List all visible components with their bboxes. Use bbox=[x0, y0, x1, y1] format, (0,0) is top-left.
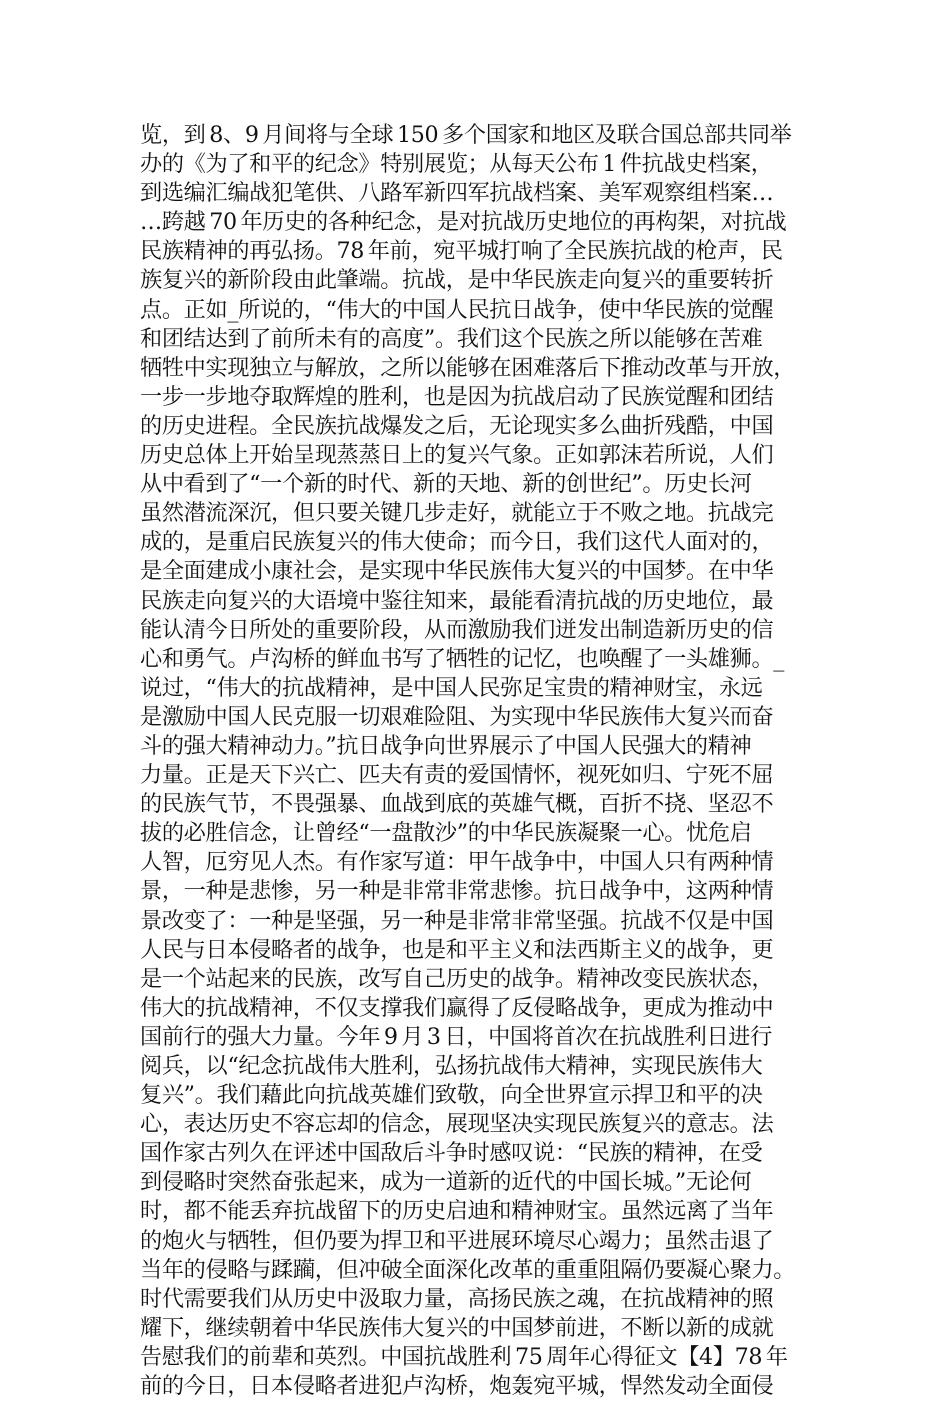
text-line: 景改变了：一种是坚强，另一种是非常非常坚强。抗战不仅是中国 bbox=[140, 907, 774, 934]
text-line: 心和勇气。卢沟桥的鲜血书写了牺牲的记忆，也唤醒了一头雄狮。_ bbox=[140, 645, 785, 672]
text-line: 成的，是重启民族复兴的伟大使命；而今日，我们这代人面对的， bbox=[140, 529, 774, 556]
document-body bbox=[140, 121, 830, 1401]
text-line: 民族走向复兴的大语境中鉴往知来，最能看清抗战的历史地位，最 bbox=[140, 587, 774, 614]
text-line: 点。正如_所说的，“伟大的中国人民抗日战争，使中华民族的觉醒 bbox=[140, 296, 774, 323]
text-line: 虽然潜流深沉，但只要关键几步走好，就能立于不败之地。抗战完 bbox=[140, 500, 774, 527]
text-line: 览，到 8、9 月间将与全球 150 多个国家和地区及联合国总部共同举 bbox=[140, 122, 792, 148]
text-line: 伟大的抗战精神，不仅支撑我们赢得了反侵略战争，更成为推动中 bbox=[140, 994, 774, 1021]
text-line: 时，都不能丢弃抗战留下的历史启迪和精神财宝。虽然远离了当年 bbox=[140, 1198, 774, 1225]
text-line: 的民族气节，不畏强暴、血战到底的英雄气概，百折不挠、坚忍不 bbox=[140, 791, 774, 818]
text-line: 国作家古列久在评述中国敌后斗争时感叹说：“民族的精神，在受 bbox=[140, 1140, 763, 1167]
text-line: 一步一步地夺取辉煌的胜利，也是因为抗战启动了民族觉醒和团结 bbox=[140, 383, 774, 410]
text-line: 是一个站起来的民族，改写自己历史的战争。精神改变民族状态， bbox=[140, 965, 774, 992]
text-line: 人民与日本侵略者的战争，也是和平主义和法西斯主义的战争，更 bbox=[140, 936, 774, 963]
text-line: 的历史进程。全民族抗战爆发之后，无论现实多么曲折残酷，中国 bbox=[140, 412, 774, 439]
text-line: 复兴”。我们藉此向抗战英雄们致敬，向全世界宣示捍卫和平的决 bbox=[140, 1082, 763, 1109]
text-line: 是全面建成小康社会，是实现中华民族伟大复兴的中国梦。在中华 bbox=[140, 558, 774, 585]
text-line: 历史总体上开始呈现蒸蒸日上的复兴气象。正如郭沫若所说，人们 bbox=[140, 442, 774, 469]
text-line: 告慰我们的前辈和英烈。中国抗战胜利 75 周年心得征文【4】78 年 bbox=[140, 1343, 788, 1370]
text-line: 阅兵，以“纪念抗战伟大胜利，弘扬抗战伟大精神，实现民族伟大 bbox=[140, 1053, 763, 1079]
text-line: 人智，厄穷见人杰。有作家写道：甲午战争中，中国人只有两种情 bbox=[140, 849, 774, 876]
text-line: 民族精神的再弘扬。78 年前，宛平城打响了全民族抗战的枪声，民 bbox=[140, 238, 783, 265]
text-line: 当年的侵略与蹂躏，但冲破全面深化改革的重重阻隔仍要凝心聚力。 bbox=[140, 1256, 796, 1283]
text-line: 到侵略时突然奋张起来，成为一道新的近代的中国长城。”无论何 bbox=[140, 1169, 752, 1196]
text-line: 耀下，继续朝着中华民族伟大复兴的中国梦前进，不断以新的成就 bbox=[140, 1314, 774, 1341]
text-line: 说过，“伟大的抗战精神，是中国人民弥足宝贵的精神财宝，永远 bbox=[140, 674, 763, 701]
text-line: 到选编汇编战犯笔供、八路军新四军抗战档案、美军观察组档案… bbox=[140, 180, 774, 207]
text-line: 斗的强大精神动力。”抗日战争向世界展示了中国人民强大的精神 bbox=[140, 732, 752, 759]
text-line: 办的《为了和平的纪念》特别展览；从每天公布 1 件抗战史档案， bbox=[140, 151, 773, 178]
text-line: 心，表达历史不容忘却的信念，展现坚决实现民族复兴的意志。法 bbox=[140, 1111, 774, 1138]
text-line: 前的今日，日本侵略者进犯卢沟桥，炮轰宛平城，悍然发动全面侵 bbox=[140, 1373, 774, 1400]
text-line: 时代需要我们从历史中汲取力量，高扬民族之魂，在抗战精神的照 bbox=[140, 1285, 774, 1312]
text-line: 景，一种是悲惨，另一种是非常非常悲惨。抗日战争中，这两种情 bbox=[140, 878, 774, 905]
text-line: 的炮火与牺牲，但仍要为捍卫和平进展环境尽心竭力；虽然击退了 bbox=[140, 1227, 774, 1254]
text-line: 国前行的强大力量。今年 9 月 3 日，中国将首次在抗战胜利日进行 bbox=[140, 1023, 772, 1050]
text-line: 牺牲中实现独立与解放，之所以能够在困难落后下推动改革与开放， bbox=[140, 354, 796, 381]
text-line: 族复兴的新阶段由此肇端。抗战，是中华民族走向复兴的重要转折 bbox=[140, 267, 774, 294]
text-line: 拔的必胜信念，让曾经“一盘散沙”的中华民族凝聚一心。忧危启 bbox=[140, 820, 752, 847]
text-line: 是激励中国人民克服一切艰难险阻、为实现中华民族伟大复兴而奋 bbox=[140, 703, 774, 730]
text-line: 和团结达到了前所未有的高度”。我们这个民族之所以能够在苦难 bbox=[140, 325, 763, 352]
text-line: 从中看到了“一个新的时代、新的天地、新的创世纪”。历史长河 bbox=[140, 471, 752, 498]
text-line: …跨越 70 年历史的各种纪念，是对抗战历史地位的再构架，对抗战 bbox=[140, 209, 787, 236]
text-line: 能认清今日所处的重要阶段，从而激励我们迸发出制造新历史的信 bbox=[140, 616, 774, 643]
text-line: 力量。正是天下兴亡、匹夫有责的爱国情怀，视死如归、宁死不屈 bbox=[140, 762, 774, 789]
